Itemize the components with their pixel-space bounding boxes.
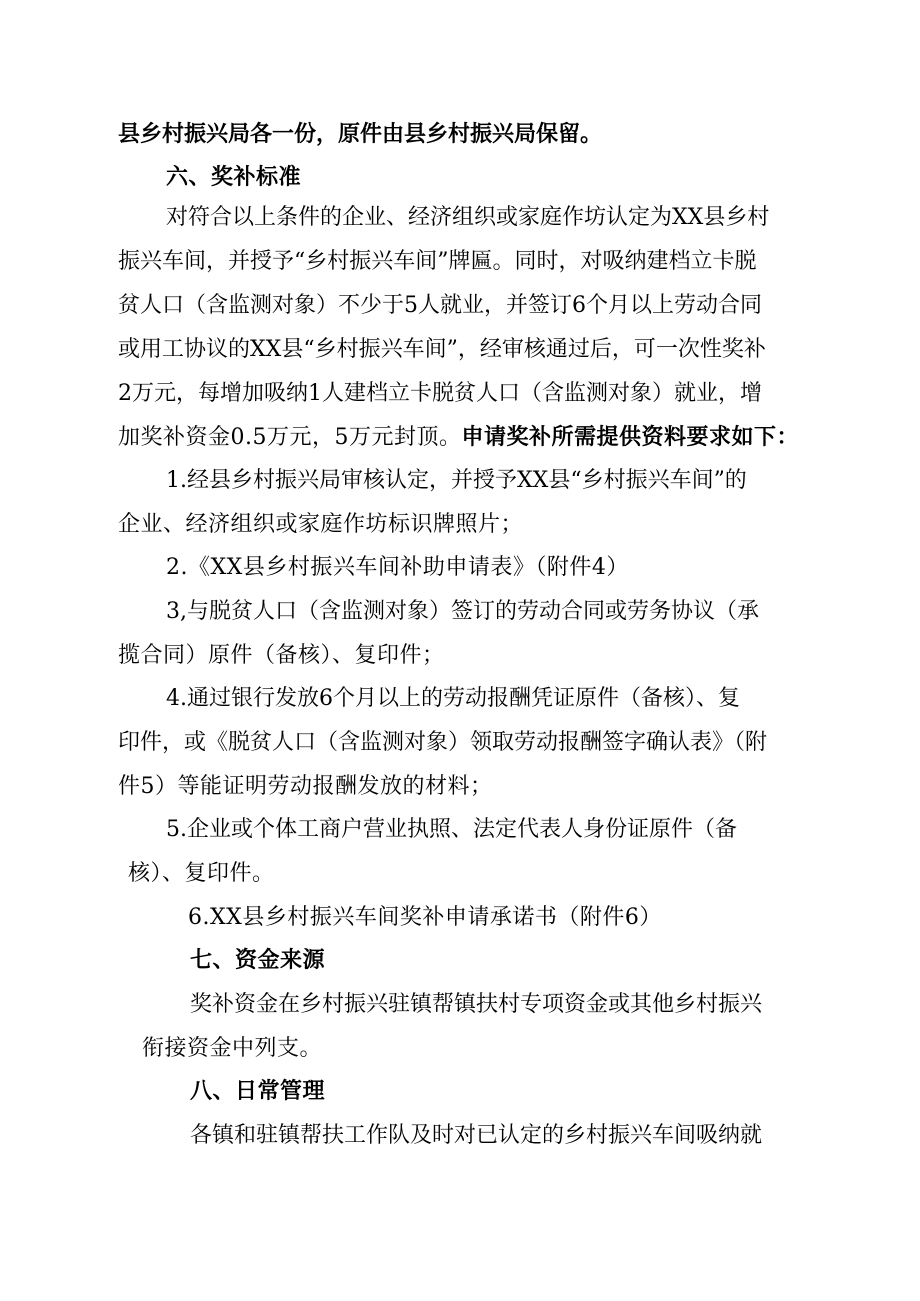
paragraph-line: 对符合以上条件的企业、经济组织或家庭作坊认定为XX县乡村 (166, 205, 770, 230)
section-heading-7: 七、资金来源 (190, 948, 326, 973)
list-item-3: 3,与脱贫人口（含监测对象）签订的劳动合同或劳务协议（承 (166, 599, 759, 624)
paragraph-text: 加奖补资金0.5万元，5万元封顶。 (118, 425, 462, 450)
list-item-4: 4.通过银行发放6个月以上的劳动报酬凭证原件（备核）、复 (166, 686, 740, 711)
paragraph-line (118, 423, 799, 453)
paragraph-line: 核）、复印件。 (128, 861, 275, 886)
list-item-6: 6.XX县乡村振兴车间奖补申请承诺书（附件6） (188, 905, 662, 930)
paragraph-line: 揽合同）原件（备核）、复印件； (118, 643, 445, 668)
paragraph-line: 件5）等能证明劳动报酬发放的材料； (118, 774, 493, 799)
paragraph-line: 各镇和驻镇帮扶工作队及时对已认定的乡村振兴车间吸纳就 (190, 1123, 763, 1148)
section-heading-8: 八、日常管理 (190, 1079, 326, 1104)
section-heading-6: 六、奖补标准 (166, 165, 302, 190)
list-item-1: 1.经县乡村振兴局审核认定，并授予XX县“乡村振兴车间”的 (166, 468, 747, 493)
requirements-intro: 申请奖补所需提供资料要求如下： (461, 425, 800, 450)
list-item-5: 5.企业或个体工商户营业执照、法定代表人身份证原件（备 (166, 817, 737, 842)
paragraph-line: 振兴车间，并授予“乡村振兴车间”牌匾。同时，对吸纳建档立卡脱 (118, 249, 757, 274)
paragraph-line: 衔接资金中列支。 (142, 1036, 323, 1061)
list-item-2: 2.《XX县乡村振兴车间补助申请表》（附件4） (166, 555, 629, 580)
paragraph-line: 奖补资金在乡村振兴驻镇帮镇扶村专项资金或其他乡村振兴 (190, 992, 763, 1017)
paragraph-line: 县乡村振兴局各一份，原件由县乡村振兴局保留。 (118, 122, 603, 147)
paragraph-line: 或用工协议的XX县“乡村振兴车间”，经审核通过后，可一次性奖补 (118, 337, 766, 362)
paragraph-line: 2万元，每增加吸纳1人建档立卡脱贫人口（含监测对象）就业，增 (118, 381, 762, 406)
paragraph-line: 印件，或《脱贫人口（含监测对象）领取劳动报酬签字确认表》（附 (118, 730, 768, 755)
paragraph-line: 贫人口（含监测对象）不少于5人就业，并签订6个月以上劳动合同 (118, 293, 762, 318)
paragraph-line: 企业、经济组织或家庭作坊标识牌照片； (118, 512, 524, 537)
